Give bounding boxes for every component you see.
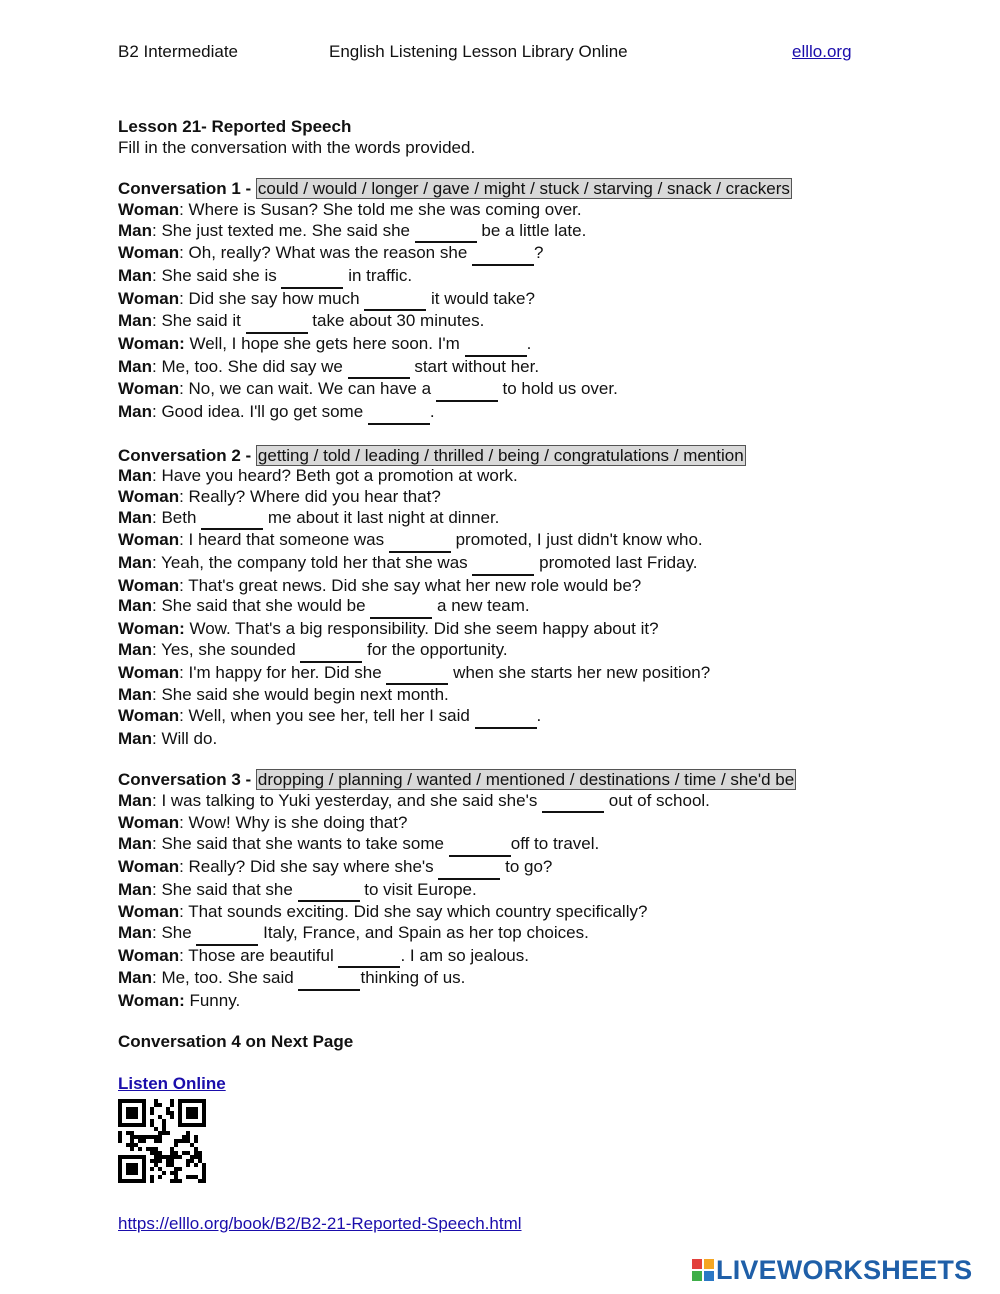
- dialogue-text: for the opportunity.: [362, 639, 508, 659]
- dialogue-line: [118, 968, 878, 991]
- dialogue-line: [118, 834, 878, 857]
- answer-input[interactable]: [281, 268, 343, 285]
- answer-input[interactable]: [201, 510, 263, 527]
- conversation-heading: [118, 446, 878, 467]
- conversation-label: Conversation 2 -: [118, 445, 256, 465]
- dialogue-line: [118, 576, 878, 597]
- dialogue-line: [118, 243, 878, 266]
- dialogue-text: : I was talking to Yuki yesterday, and she said she's: [152, 790, 543, 810]
- answer-blank: [389, 530, 451, 553]
- dialogue-line: [118, 923, 878, 946]
- dialogue-text: in traffic.: [343, 265, 413, 285]
- speaker-name: Man: [118, 834, 152, 854]
- answer-input[interactable]: [348, 359, 410, 376]
- dialogue-text: : No, we can wait. We can have a: [179, 379, 436, 399]
- speaker-name: Man: [118, 466, 152, 486]
- speaker-name: Woman: [118, 705, 180, 725]
- answer-blank: [475, 706, 537, 729]
- speaker-name: Man: [118, 265, 152, 285]
- header-site-link[interactable]: elllo.org: [792, 42, 852, 61]
- speaker-name: Woman: [118, 575, 180, 595]
- conversation-label: Conversation 1 -: [118, 179, 256, 199]
- dialogue-text: : Good idea. I'll go get some: [152, 402, 368, 422]
- dialogue-line: [118, 466, 878, 487]
- answer-blank: [436, 379, 498, 402]
- speaker-name: Man: [118, 968, 152, 988]
- dialogue-text: off to travel.: [510, 834, 600, 854]
- qr-code-icon[interactable]: [118, 1099, 206, 1183]
- listen-online-link[interactable]: Listen Online: [118, 1073, 226, 1093]
- dialogue-line: [118, 619, 878, 640]
- speaker-name: Woman: [118, 902, 180, 922]
- speaker-name: Man: [118, 311, 152, 331]
- dialogue-text: : She said that she wants to take some: [152, 834, 449, 854]
- answer-blank: [281, 266, 343, 289]
- speaker-name: Woman: [118, 662, 180, 682]
- dialogue-line: [118, 640, 878, 663]
- answer-input[interactable]: [300, 642, 362, 659]
- conversation-heading: [118, 179, 878, 200]
- dialogue-text: : Yes, she sounded: [152, 639, 301, 659]
- dialogue-text: it would take?: [426, 288, 535, 308]
- answer-blank: [472, 553, 534, 576]
- dialogue-line: [118, 991, 878, 1012]
- answer-input[interactable]: [415, 223, 477, 240]
- dialogue-text: Italy, France, and Spain as her top choices.: [258, 922, 589, 942]
- lesson-instruction: Fill in the conversation with the words provided.: [118, 137, 476, 157]
- dialogue-text: : She said she would begin next month.: [152, 685, 449, 705]
- dialogue-text: : That sounds exciting. Did she say which country specifically?: [179, 902, 648, 922]
- speaker-name: Man: [118, 402, 152, 422]
- speaker-name: Woman: [118, 379, 180, 399]
- answer-input[interactable]: [438, 859, 500, 876]
- dialogue-line: [118, 596, 878, 619]
- speaker-name: Man: [118, 553, 152, 573]
- answer-input[interactable]: [475, 708, 537, 725]
- speaker-name: Woman: [118, 530, 180, 550]
- lesson-title: Lesson 21- Reported Speech: [118, 117, 352, 136]
- dialogue-line: [118, 487, 878, 508]
- speaker-name: Woman: [118, 199, 180, 219]
- dialogue-line: [118, 791, 878, 814]
- speaker-name: Woman: [118, 856, 180, 876]
- word-bank: getting / told / leading / thrilled / being / congratulations / mention: [257, 445, 744, 465]
- worksheet-content: [118, 117, 878, 1183]
- speaker-name: Man: [118, 220, 152, 240]
- dialogue-text: promoted last Friday.: [534, 553, 698, 573]
- dialogue-text: : Me, too. She did say we: [152, 356, 348, 376]
- liveworksheets-logo: [692, 1253, 972, 1287]
- answer-input[interactable]: [368, 405, 430, 422]
- dialogue-text: .: [429, 402, 435, 422]
- answer-blank: [300, 640, 362, 663]
- dialogue-text: to visit Europe.: [359, 879, 477, 899]
- answer-input[interactable]: [436, 382, 498, 399]
- word-bank: could / would / longer / gave / might / stuck / starving / snack / crackers: [257, 179, 790, 199]
- dialogue-text: .: [526, 334, 532, 354]
- speaker-name: Woman: [118, 486, 180, 506]
- speaker-name: Man: [118, 790, 152, 810]
- answer-blank: [338, 946, 400, 969]
- dialogue-text: promoted, I just didn't know who.: [450, 530, 703, 550]
- dialogue-text: : Me, too. She said: [152, 968, 299, 988]
- conversation-heading: [118, 770, 878, 791]
- header-level: B2 Intermediate: [118, 42, 239, 61]
- dialogue-text: take about 30 minutes.: [307, 311, 485, 331]
- dialogue-line: [118, 266, 878, 289]
- answer-blank: [368, 402, 430, 425]
- dialogue-text: Funny.: [184, 991, 241, 1011]
- answer-input[interactable]: [370, 599, 432, 616]
- answer-input[interactable]: [389, 533, 451, 550]
- dialogue-text: . I am so jealous.: [400, 945, 529, 965]
- liveworksheets-wordmark: LIVEWORKSHEETS: [716, 1254, 973, 1285]
- liveworksheets-logo-icon: [692, 1259, 714, 1281]
- dialogue-text: : Have you heard? Beth got a promotion at work.: [152, 466, 518, 486]
- answer-blank: [246, 311, 308, 334]
- answer-blank: [364, 289, 426, 312]
- speaker-name: Woman:: [118, 334, 185, 354]
- answer-input[interactable]: [364, 291, 426, 308]
- dialogue-text: start without her.: [409, 356, 540, 376]
- dialogue-text: : She said that she: [152, 879, 298, 899]
- dialogue-text: : She said it: [152, 311, 246, 331]
- dialogue-line: [118, 857, 878, 880]
- answer-input[interactable]: [298, 882, 360, 899]
- dialogue-text: thinking of us.: [360, 968, 466, 988]
- dialogue-line: [118, 530, 878, 553]
- dialogue-text: : She said that she would be: [152, 596, 371, 616]
- answer-blank: [465, 334, 527, 357]
- speaker-name: Man: [118, 596, 152, 616]
- dialogue-line: [118, 221, 878, 244]
- dialogue-text: : She said she is: [152, 265, 282, 285]
- dialogue-text: : Did she say how much: [179, 288, 365, 308]
- dialogue-line: [118, 706, 878, 729]
- dialogue-line: [118, 200, 878, 221]
- dialogue-line: [118, 813, 878, 834]
- speaker-name: Man: [118, 879, 152, 899]
- dialogue-text: : She: [152, 922, 197, 942]
- dialogue-text: : Those are beautiful: [179, 945, 339, 965]
- answer-blank: [438, 857, 500, 880]
- answer-input[interactable]: [472, 246, 534, 263]
- dialogue-text: : Really? Did she say where she's: [179, 856, 439, 876]
- dialogue-text: : Well, when you see her, tell her I said: [179, 705, 475, 725]
- dialogue-text: .: [536, 705, 542, 725]
- answer-blank: [370, 596, 432, 619]
- dialogue-text: : She just texted me. She said she: [152, 220, 415, 240]
- dialogue-line: [118, 729, 878, 750]
- dialogue-line: [118, 902, 878, 923]
- answer-input[interactable]: [465, 337, 527, 354]
- answer-blank: [542, 791, 604, 814]
- dialogue-text: when she starts her new position?: [448, 662, 711, 682]
- answer-input[interactable]: [386, 665, 448, 682]
- dialogue-text: ?: [534, 243, 544, 263]
- next-page-note: Conversation 4 on Next Page: [118, 1032, 354, 1052]
- speaker-name: Man: [118, 356, 152, 376]
- answer-input[interactable]: [298, 971, 360, 988]
- speaker-name: Woman: [118, 813, 180, 833]
- answer-blank: [348, 357, 410, 380]
- header-title: English Listening Lesson Library Online: [329, 42, 628, 61]
- dialogue-text: : I heard that someone was: [179, 530, 389, 550]
- dialogue-text: a new team.: [432, 596, 530, 616]
- speaker-name: Man: [118, 685, 152, 705]
- lesson-url-link[interactable]: https://elllo.org/book/B2/B2-21-Reported-Speech.html: [118, 1214, 522, 1233]
- answer-input[interactable]: [196, 925, 258, 942]
- speaker-name: Man: [118, 507, 152, 527]
- dialogue-text: : Wow! Why is she doing that?: [179, 813, 408, 833]
- answer-input[interactable]: [542, 793, 604, 810]
- dialogue-text: : Beth: [152, 507, 202, 527]
- answer-blank: [298, 968, 360, 991]
- dialogue-line: [118, 311, 878, 334]
- dialogue-line: [118, 685, 878, 706]
- dialogue-text: Wow. That's a big responsibility. Did she seem happy about it?: [184, 619, 659, 639]
- dialogue-line: [118, 357, 878, 380]
- dialogue-text: : That's great news. Did she say what her new role would be?: [179, 575, 642, 595]
- speaker-name: Man: [118, 639, 152, 659]
- dialogue-line: [118, 334, 878, 357]
- dialogue-text: me about it last night at dinner.: [263, 507, 500, 527]
- dialogue-text: : I'm happy for her. Did she: [179, 662, 387, 682]
- dialogue-line: [118, 289, 878, 312]
- conversations: [118, 158, 878, 1032]
- speaker-name: Woman: [118, 288, 180, 308]
- answer-input[interactable]: [449, 837, 511, 854]
- answer-blank: [201, 508, 263, 531]
- answer-blank: [298, 880, 360, 903]
- speaker-name: Woman: [118, 243, 180, 263]
- answer-blank: [386, 663, 448, 686]
- dialogue-line: [118, 553, 878, 576]
- dialogue-line: [118, 508, 878, 531]
- answer-blank: [472, 243, 534, 266]
- dialogue-line: [118, 402, 878, 425]
- dialogue-text: to hold us over.: [497, 379, 618, 399]
- dialogue-text: be a little late.: [476, 220, 587, 240]
- conversation-label: Conversation 3 -: [118, 770, 256, 790]
- dialogue-text: : Yeah, the company told her that she was: [152, 553, 473, 573]
- answer-blank: [449, 834, 511, 857]
- dialogue-text: : Oh, really? What was the reason she: [179, 243, 472, 263]
- answer-blank: [196, 923, 258, 946]
- dialogue-text: to go?: [500, 856, 553, 876]
- dialogue-line: [118, 946, 878, 969]
- answer-input[interactable]: [246, 314, 308, 331]
- speaker-name: Woman: [118, 945, 180, 965]
- answer-input[interactable]: [472, 556, 534, 573]
- dialogue-text: Well, I hope she gets here soon. I'm: [184, 334, 465, 354]
- word-bank: dropping / planning / wanted / mentioned / destinations / time / she'd be: [257, 770, 795, 790]
- dialogue-text: out of school.: [604, 790, 710, 810]
- speaker-name: Woman:: [118, 991, 185, 1011]
- dialogue-text: : Really? Where did you hear that?: [179, 486, 441, 506]
- answer-blank: [415, 221, 477, 244]
- dialogue-text: : Will do.: [152, 728, 218, 748]
- dialogue-line: [118, 379, 878, 402]
- speaker-name: Man: [118, 728, 152, 748]
- dialogue-text: : Where is Susan? She told me she was coming over.: [179, 199, 582, 219]
- speaker-name: Woman:: [118, 619, 185, 639]
- dialogue-line: [118, 880, 878, 903]
- dialogue-line: [118, 663, 878, 686]
- answer-input[interactable]: [338, 948, 400, 965]
- speaker-name: Man: [118, 922, 152, 942]
